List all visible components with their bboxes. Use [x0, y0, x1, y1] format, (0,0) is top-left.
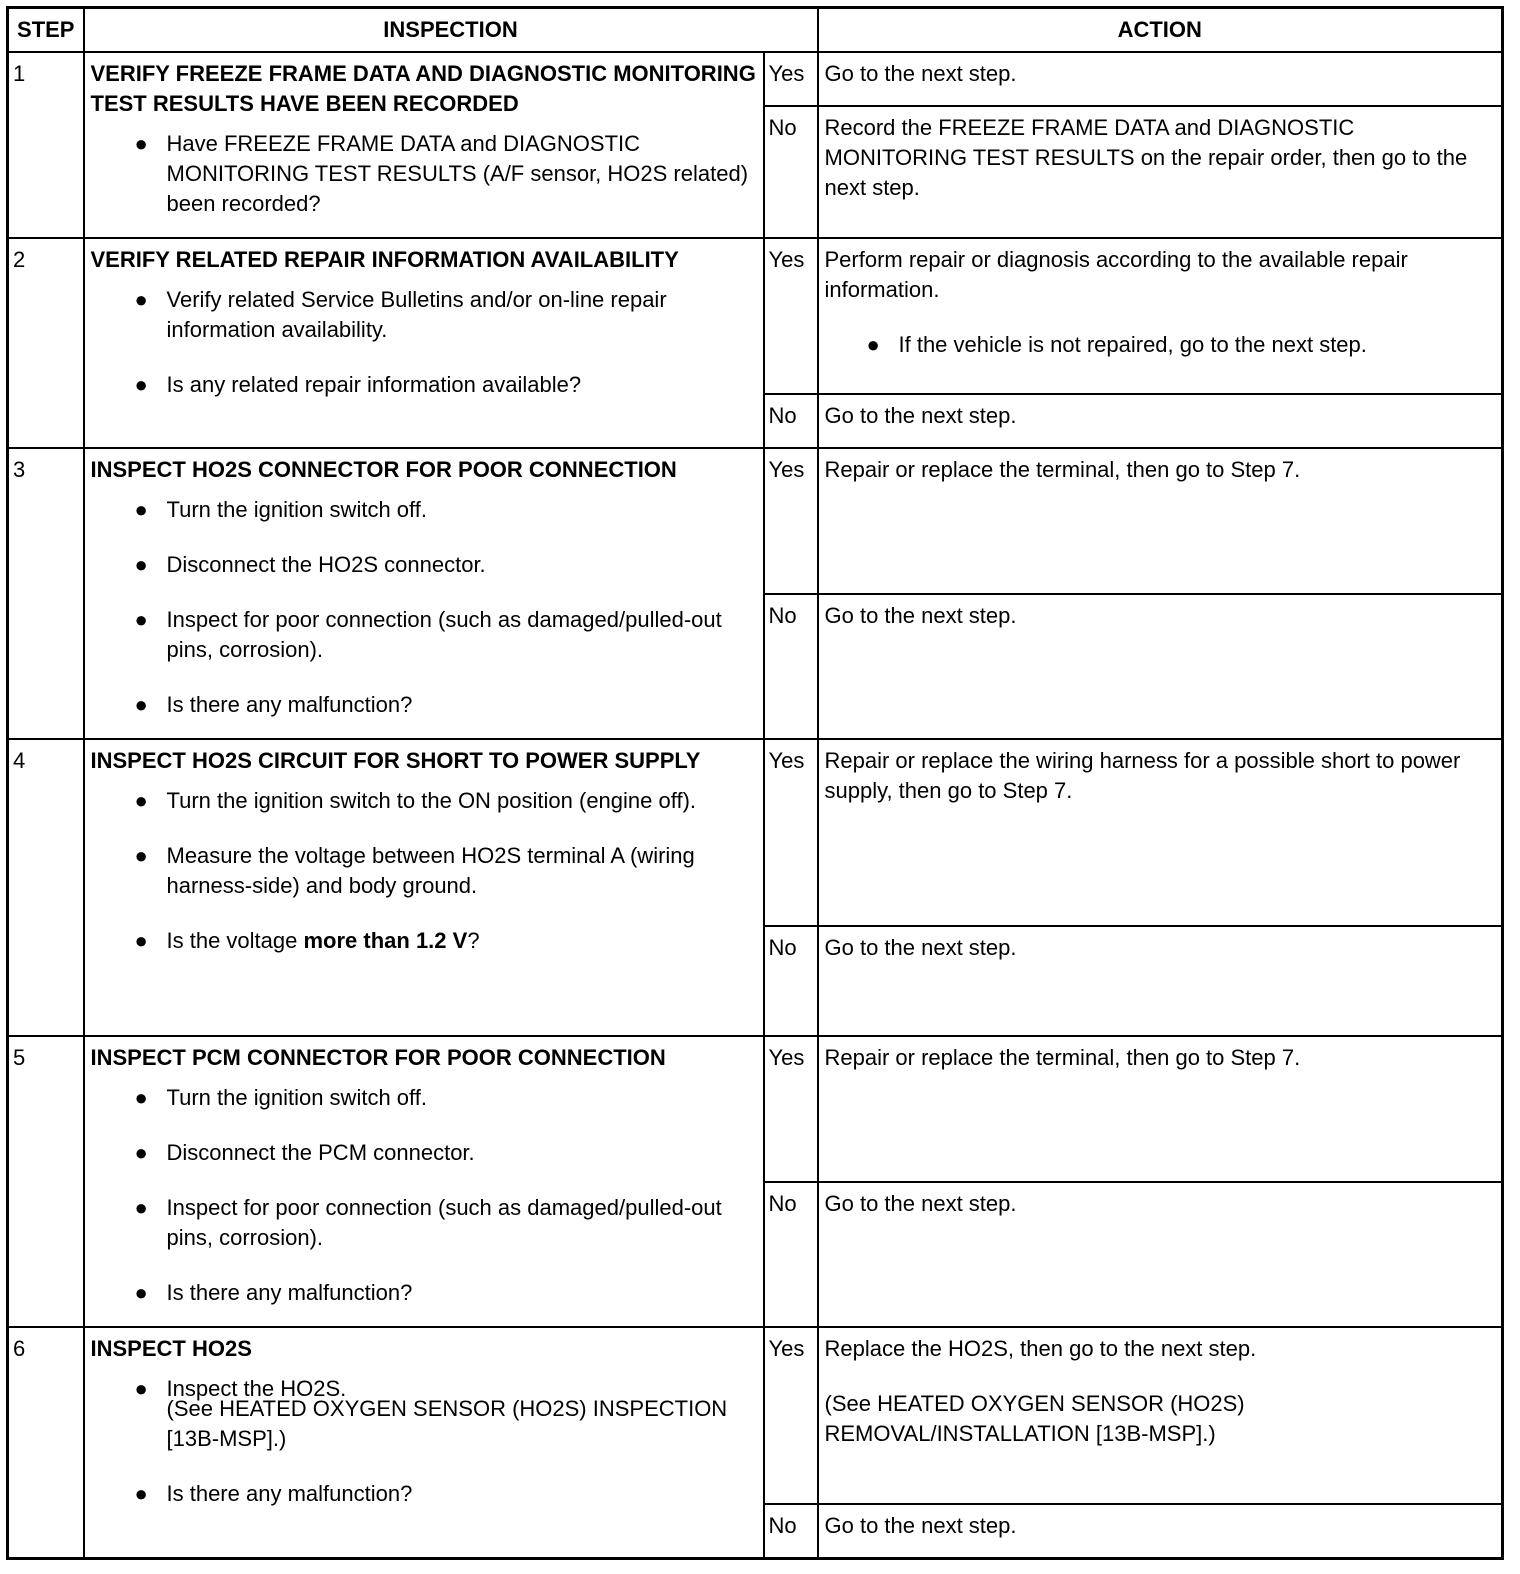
- step-number: 6: [8, 1327, 84, 1558]
- list-item: [91, 285, 757, 345]
- bullet-icon: ●: [134, 607, 148, 632]
- inspection-cell: [84, 739, 764, 1036]
- table-row: [8, 448, 1503, 594]
- bullet-icon: ●: [134, 372, 148, 397]
- list-item: [91, 1374, 757, 1404]
- action-header: ACTION: [818, 8, 1503, 53]
- table-row: [8, 238, 1503, 394]
- bullet-icon: ●: [134, 1195, 148, 1220]
- yes-action: Repair or replace the terminal, then go to Step 7.: [818, 448, 1503, 594]
- list-item: [91, 1278, 757, 1308]
- inspection-bullet: Is any related repair information available?: [166, 372, 582, 397]
- no-label: No: [764, 106, 818, 238]
- list-item: [91, 1193, 757, 1253]
- inspection-bullet: Have FREEZE FRAME DATA and DIAGNOSTIC MONITORING TEST RESULTS (A/F sensor, HO2S related) been recorded?: [166, 131, 749, 216]
- yes-action-cell: [818, 238, 1503, 394]
- yes-action: Go to the next step.: [818, 52, 1503, 106]
- table-row: [8, 1327, 1503, 1504]
- diagnostic-procedure-table: [6, 6, 1504, 1560]
- inspection-bullet: Disconnect the HO2S connector.: [166, 552, 486, 577]
- inspection-bullet-pre: Is the voltage: [166, 928, 304, 953]
- inspection-bullet: Verify related Service Bulletins and/or on-line repair information availability.: [166, 287, 667, 342]
- inspection-cell: [84, 448, 764, 739]
- inspection-bullet: Turn the ignition switch off.: [166, 497, 427, 522]
- inspection-title: INSPECT HO2S CONNECTOR FOR POOR CONNECTION: [90, 457, 677, 482]
- inspection-header: INSPECTION: [84, 8, 818, 53]
- bullet-icon: ●: [134, 497, 148, 522]
- inspection-bullet-post: ?: [467, 928, 480, 953]
- step-number: 3: [8, 448, 84, 739]
- list-item: [91, 605, 757, 665]
- inspection-cell: [84, 1327, 764, 1558]
- bullet-icon: ●: [134, 928, 148, 953]
- list-item: [91, 926, 757, 956]
- no-label: No: [764, 926, 818, 1036]
- inspection-title: INSPECT HO2S: [90, 1336, 252, 1361]
- list-item: [91, 1083, 757, 1113]
- step-number: 5: [8, 1036, 84, 1327]
- inspection-title: INSPECT PCM CONNECTOR FOR POOR CONNECTION: [90, 1045, 666, 1070]
- list-item: [91, 550, 757, 580]
- inspection-title: VERIFY FREEZE FRAME DATA AND DIAGNOSTIC MONITORING TEST RESULTS HAVE BEEN RECORDED: [90, 61, 756, 116]
- inspection-bullet: Turn the ignition switch off.: [166, 1085, 427, 1110]
- yes-action: Repair or replace the terminal, then go to Step 7.: [818, 1036, 1503, 1182]
- inspection-reference: (See HEATED OXYGEN SENSOR (HO2S) INSPECTION [13B-MSP].): [166, 1396, 728, 1451]
- bullet-icon: ●: [134, 1085, 148, 1110]
- yes-label: Yes: [764, 52, 818, 106]
- action-bullet: If the vehicle is not repaired, go to the next step.: [898, 332, 1367, 357]
- table-row: [8, 52, 1503, 106]
- voltage-threshold: more than 1.2 V: [303, 928, 468, 953]
- list-item: [825, 330, 1496, 360]
- inspection-title: VERIFY RELATED REPAIR INFORMATION AVAILABILITY: [90, 247, 679, 272]
- bullet-icon: ●: [134, 1140, 148, 1165]
- yes-reference: (See HEATED OXYGEN SENSOR (HO2S) REMOVAL/INSTALLATION [13B-MSP].): [824, 1391, 1245, 1446]
- bullet-icon: ●: [134, 1376, 148, 1401]
- no-action: Go to the next step.: [818, 1504, 1503, 1558]
- bullet-icon: ●: [134, 552, 148, 577]
- bullet-icon: ●: [866, 332, 880, 357]
- inspection-title: INSPECT HO2S CIRCUIT FOR SHORT TO POWER SUPPLY: [90, 748, 701, 773]
- step-number: 1: [8, 52, 84, 238]
- inspection-bullet: Turn the ignition switch to the ON position (engine off).: [166, 788, 697, 813]
- yes-label: Yes: [764, 1036, 818, 1182]
- inspection-cell: [84, 238, 764, 448]
- list-item: [91, 129, 757, 219]
- yes-action: Replace the HO2S, then go to the next step.: [824, 1336, 1257, 1361]
- header-row: [8, 8, 1503, 53]
- bullet-icon: ●: [134, 131, 148, 156]
- bullet-icon: ●: [134, 788, 148, 813]
- list-item: [91, 786, 757, 816]
- no-action: Go to the next step.: [818, 1182, 1503, 1327]
- yes-action: Perform repair or diagnosis according to the available repair information.: [824, 247, 1408, 302]
- yes-label: Yes: [764, 1327, 818, 1504]
- no-action: Record the FREEZE FRAME DATA and DIAGNOSTIC MONITORING TEST RESULTS on the repair order, then go to the next step.: [818, 106, 1503, 238]
- yes-action: Repair or replace the wiring harness for a possible short to power supply, then go to Step 7.: [818, 739, 1503, 926]
- yes-label: Yes: [764, 448, 818, 594]
- inspection-bullet: Inspect the HO2S.: [166, 1376, 347, 1401]
- list-item: [91, 1479, 757, 1509]
- list-item: [91, 841, 757, 901]
- list-item: [91, 690, 757, 720]
- inspection-bullet: Measure the voltage between HO2S terminal A (wiring harness-side) and body ground.: [166, 843, 695, 898]
- inspection-bullet: Is there any malfunction?: [166, 1280, 413, 1305]
- yes-action-cell: [818, 1327, 1503, 1504]
- list-item: [91, 495, 757, 525]
- yes-label: Yes: [764, 739, 818, 926]
- no-action: Go to the next step.: [818, 394, 1503, 448]
- no-label: No: [764, 394, 818, 448]
- bullet-icon: ●: [134, 1481, 148, 1506]
- no-label: No: [764, 1504, 818, 1558]
- table-row: [8, 739, 1503, 926]
- inspection-cell: [84, 1036, 764, 1327]
- list-item: [91, 370, 757, 400]
- step-number: 2: [8, 238, 84, 448]
- no-action: Go to the next step.: [818, 926, 1503, 1036]
- inspection-bullet: Disconnect the PCM connector.: [166, 1140, 475, 1165]
- yes-label: Yes: [764, 238, 818, 394]
- bullet-icon: ●: [134, 843, 148, 868]
- inspection-bullet: Is there any malfunction?: [166, 1481, 413, 1506]
- inspection-cell: [84, 52, 764, 238]
- bullet-icon: ●: [134, 692, 148, 717]
- step-header: STEP: [8, 8, 84, 53]
- no-label: No: [764, 1182, 818, 1327]
- bullet-icon: ●: [134, 1280, 148, 1305]
- bullet-icon: ●: [134, 287, 148, 312]
- inspection-bullet: Inspect for poor connection (such as damaged/pulled-out pins, corrosion).: [166, 1195, 722, 1250]
- inspection-bullet: Inspect for poor connection (such as damaged/pulled-out pins, corrosion).: [166, 607, 722, 662]
- list-item: [91, 1138, 757, 1168]
- no-label: No: [764, 594, 818, 739]
- inspection-bullet: Is there any malfunction?: [166, 692, 413, 717]
- no-action: Go to the next step.: [818, 594, 1503, 739]
- table-row: [8, 1036, 1503, 1182]
- step-number: 4: [8, 739, 84, 1036]
